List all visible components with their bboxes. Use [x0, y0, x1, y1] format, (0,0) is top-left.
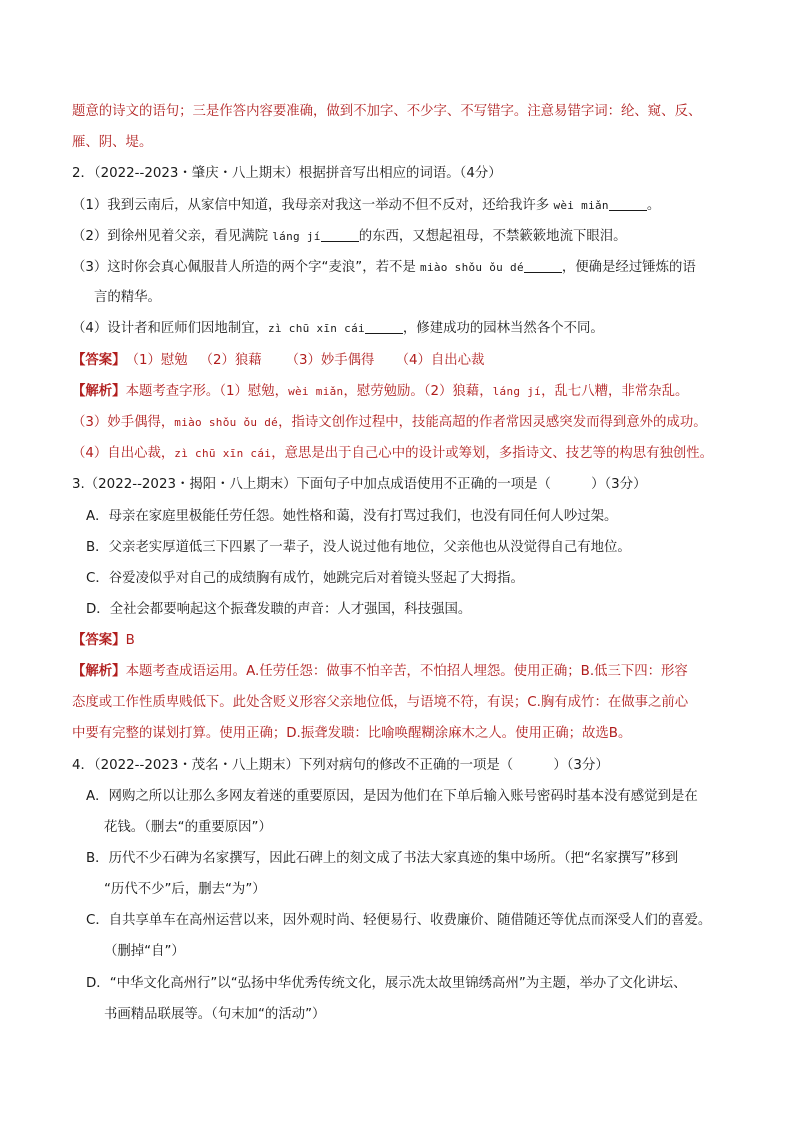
q3-option-b: B．父亲老实厚道低三下四累了一辈子，没人说过他有地位，父亲他也从没觉得自己有地位。: [86, 540, 631, 555]
q4-option-a: A．网购之所以让那么多网友着迷的重要原因，是因为他们在下单后输入账号密码时基本没有感觉到是在: [86, 789, 698, 804]
q2-analysis-line-2: （3）妙手偶得，miào shǒu ǒu dé，指诗文创作过程中，技能高超的作者常因灵感突发而得到意外的成功。: [72, 415, 707, 430]
answer-blank[interactable]: [609, 197, 647, 211]
q2-analysis-line-1: 【解析】本题考查字形。（1）慰勉，wèi miǎn，慰劳勉励。（2）狼藉，láng jí，乱七八糟，非常杂乱。: [72, 384, 689, 399]
q2-item-4: （4）设计者和匠师们因地制宜，zì chū xīn cái ，修建成功的园林当然各个不同。: [72, 321, 604, 336]
q2-item-1: （1）我到云南后，从家信中知道，我母亲对我这一举动不但不反对，还给我许多 wèi miǎn 。: [72, 198, 661, 213]
analysis-tag: 【解析】: [72, 384, 126, 399]
answer-blank[interactable]: [524, 259, 562, 273]
analysis-tag: 【解析】: [72, 664, 126, 679]
q4-option-b: B．历代不少石碑为名家撰写，因此石碑上的刻文成了书法大家真迹的集中场所。（把“名家撰写”移到: [86, 851, 679, 866]
q2-item-3: （3）这时你会真心佩服昔人所造的两个字“麦浪”，若不是 miào shǒu ǒu dé ，便确是经过锤炼的语: [72, 260, 696, 275]
pinyin: miào shǒu ǒu dé: [420, 261, 524, 274]
q4-option-d-cont: 书画精品联展等。（句末加“的活动”）: [104, 1007, 326, 1022]
q4-option-c-cont: （删掉“自”）: [104, 944, 185, 959]
intro-line-2: 雁、阴、堤。: [72, 135, 153, 150]
q2-stem: 2．（2022--2023・肇庆・八上期末）根据拼音写出相应的词语。（4分）: [72, 166, 502, 181]
pinyin: wèi miǎn: [553, 199, 609, 212]
answer-tag: 【答案】: [72, 633, 126, 648]
q2-answer: 【答案】（1）慰勉 （2）狼藉 （3）妙手偶得 （4）自出心裁: [72, 353, 485, 368]
q4-option-a-cont: 花钱。（删去“的重要原因”）: [104, 820, 272, 835]
q2-analysis-line-3: （4）自出心裁，zì chū xīn cái，意思是出于自己心中的设计或筹划，多指诗文、技艺等的构思有独创性。: [72, 446, 714, 461]
pinyin: zì chū xīn cái: [268, 322, 365, 335]
q3-analysis-line-1: 【解析】本题考查成语运用。A.任劳任怨：做事不怕辛苦，不怕招人埋怨。使用正确；B.低三下四：形容: [72, 664, 688, 679]
q4-option-c: C．自共享单车在高州运营以来，因外观时尚、轻便易行、收费廉价、随借随还等优点而深受人们的喜爱。: [86, 913, 712, 928]
q2-item-3-cont: 言的精华。: [94, 290, 161, 305]
answer-blank[interactable]: [365, 320, 403, 334]
q4-option-d: D．“中华文化高州行”以“弘扬中华优秀传统文化，展示冼太故里锦绣高州”为主题，举办了文化讲坛、: [86, 976, 687, 991]
q3-answer: 【答案】B: [72, 633, 135, 648]
q3-stem: 3.（2022--2023・揭阳・八上期末）下面句子中加点成语使用不正确的一项是（ ）（3分）: [72, 477, 647, 492]
pinyin: láng jí: [272, 230, 321, 243]
intro-line-1: 题意的诗文的语句；三是作答内容要准确，做到不加字、不少字、不写错字。注意易错字词：纶、窥、反、: [72, 104, 702, 119]
q4-stem: 4．（2022--2023・茂名・八上期末）下列对病句的修改不正确的一项是（ ）（3分）: [72, 758, 609, 773]
q2-item-2: （2）到徐州见着父亲，看见满院 láng jí 的东西，又想起祖母，不禁簌簌地流下眼泪。: [72, 229, 627, 244]
answer-blank[interactable]: [321, 228, 359, 242]
q3-option-a: A．母亲在家庭里极能任劳任怨。她性格和蔼，没有打骂过我们，也没有同任何人吵过架。: [86, 509, 618, 524]
answer-tag: 【答案】: [72, 353, 126, 368]
q3-analysis-line-3: 中要有完整的谋划打算。使用正确；D.振聋发聩：比喻唤醒糊涂麻木之人。使用正确；故选B。: [72, 726, 632, 741]
q3-option-d: D．全社会都要响起这个振聋发聩的声音：人才强国，科技强国。: [86, 602, 472, 617]
q3-option-c: C．谷爱凌似乎对自己的成绩胸有成竹，她跳完后对着镜头竖起了大拇指。: [86, 571, 524, 586]
q4-option-b-cont: “历代不少”后，删去“为”）: [104, 882, 266, 897]
q3-analysis-line-2: 态度或工作性质卑贱低下。此处含贬义形容父亲地位低，与语境不符，有误；C.胸有成竹：在做事之前心: [72, 695, 689, 710]
